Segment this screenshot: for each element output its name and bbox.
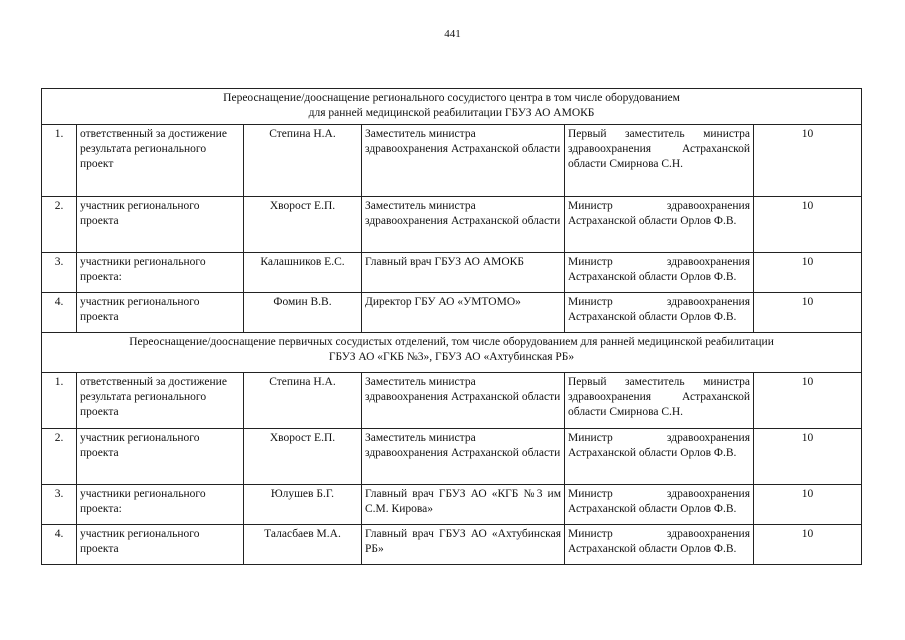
name-cell: Калашников Е.С. (244, 253, 362, 293)
section-title-line: Переоснащение/дооснащение регионального сосудистого центра в том числе оборудованием (223, 92, 680, 104)
role-cell: участники регионального проекта: (77, 253, 244, 293)
role-cell: ответственный за достижение результата регионального проекта (77, 373, 244, 429)
table-row (42, 485, 862, 525)
section-title-line: Переоснащение/дооснащение первичных сосудистых отделений, том числе оборудованием для ранней медицинской реабилитации (129, 336, 774, 348)
page-number: 441 (444, 28, 461, 40)
position-cell: Директор ГБУ АО «УМТОМО» (362, 293, 565, 333)
name-cell: Хворост Е.П. (244, 429, 362, 485)
manager-cell: Министр здравоохранения Астраханской области Орлов Ф.В. (565, 485, 754, 525)
section-title-line: для ранней медицинской реабилитации ГБУЗ АО АМОКБ (308, 107, 595, 119)
section-title (42, 89, 862, 125)
section-title (42, 333, 862, 373)
role-cell: ответственный за достижение результата регионального проект (77, 125, 244, 197)
table-row (42, 197, 862, 253)
position-cell: Заместитель министра здравоохранения Астраханской области (362, 373, 565, 429)
role-cell: участник регионального проекта (77, 429, 244, 485)
table-row (42, 429, 862, 485)
manager-cell: Министр здравоохранения Астраханской области Орлов Ф.В. (565, 197, 754, 253)
name-cell: Хворост Е.П. (244, 197, 362, 253)
row-number: 2. (42, 429, 77, 485)
score-cell: 10 (754, 197, 862, 253)
row-number: 4. (42, 293, 77, 333)
row-number: 1. (42, 373, 77, 429)
role-cell: участники регионального проекта: (77, 485, 244, 525)
row-number: 3. (42, 253, 77, 293)
section-title-line: ГБУЗ АО «ГКБ №3», ГБУЗ АО «Ахтубинская РБ» (328, 351, 575, 363)
section-header-row (42, 333, 862, 373)
score-cell: 10 (754, 125, 862, 197)
row-number: 4. (42, 525, 77, 565)
name-cell: Степина Н.А. (244, 373, 362, 429)
score-cell: 10 (754, 525, 862, 565)
section-header-row (42, 89, 862, 125)
role-cell: участник регионального проекта (77, 293, 244, 333)
responsibility-table (41, 88, 862, 565)
manager-cell: Первый заместитель министра здравоохранения Астраханской области Смирнова С.Н. (565, 125, 754, 197)
position-cell: Главный врач ГБУЗ АО АМОКБ (362, 253, 565, 293)
position-cell: Главный врач ГБУЗ АО «КГБ №3 им С.М. Кирова» (362, 485, 565, 525)
role-cell: участник регионального проекта (77, 197, 244, 253)
name-cell: Таласбаев М.А. (244, 525, 362, 565)
position-cell: Заместитель министра здравоохранения Астраханской области (362, 197, 565, 253)
score-cell: 10 (754, 429, 862, 485)
table-row (42, 125, 862, 197)
manager-cell: Министр здравоохранения Астраханской области Орлов Ф.В. (565, 525, 754, 565)
position-cell: Главный врач ГБУЗ АО «Ахтубинская РБ» (362, 525, 565, 565)
name-cell: Юлушев Б.Г. (244, 485, 362, 525)
score-cell: 10 (754, 253, 862, 293)
name-cell: Степина Н.А. (244, 125, 362, 197)
score-cell: 10 (754, 485, 862, 525)
table-row (42, 373, 862, 429)
manager-cell: Первый заместитель министра здравоохранения Астраханской области Смирнова С.Н. (565, 373, 754, 429)
position-cell: Заместитель министра здравоохранения Астраханской области (362, 429, 565, 485)
name-cell: Фомин В.В. (244, 293, 362, 333)
manager-cell: Министр здравоохранения Астраханской области Орлов Ф.В. (565, 429, 754, 485)
role-cell: участник регионального проекта (77, 525, 244, 565)
manager-cell: Министр здравоохранения Астраханской области Орлов Ф.В. (565, 253, 754, 293)
position-cell: Заместитель министра здравоохранения Астраханской области (362, 125, 565, 197)
row-number: 1. (42, 125, 77, 197)
score-cell: 10 (754, 373, 862, 429)
row-number: 3. (42, 485, 77, 525)
score-cell: 10 (754, 293, 862, 333)
row-number: 2. (42, 197, 77, 253)
manager-cell: Министр здравоохранения Астраханской области Орлов Ф.В. (565, 293, 754, 333)
table-row (42, 293, 862, 333)
table-row (42, 525, 862, 565)
table-row (42, 253, 862, 293)
